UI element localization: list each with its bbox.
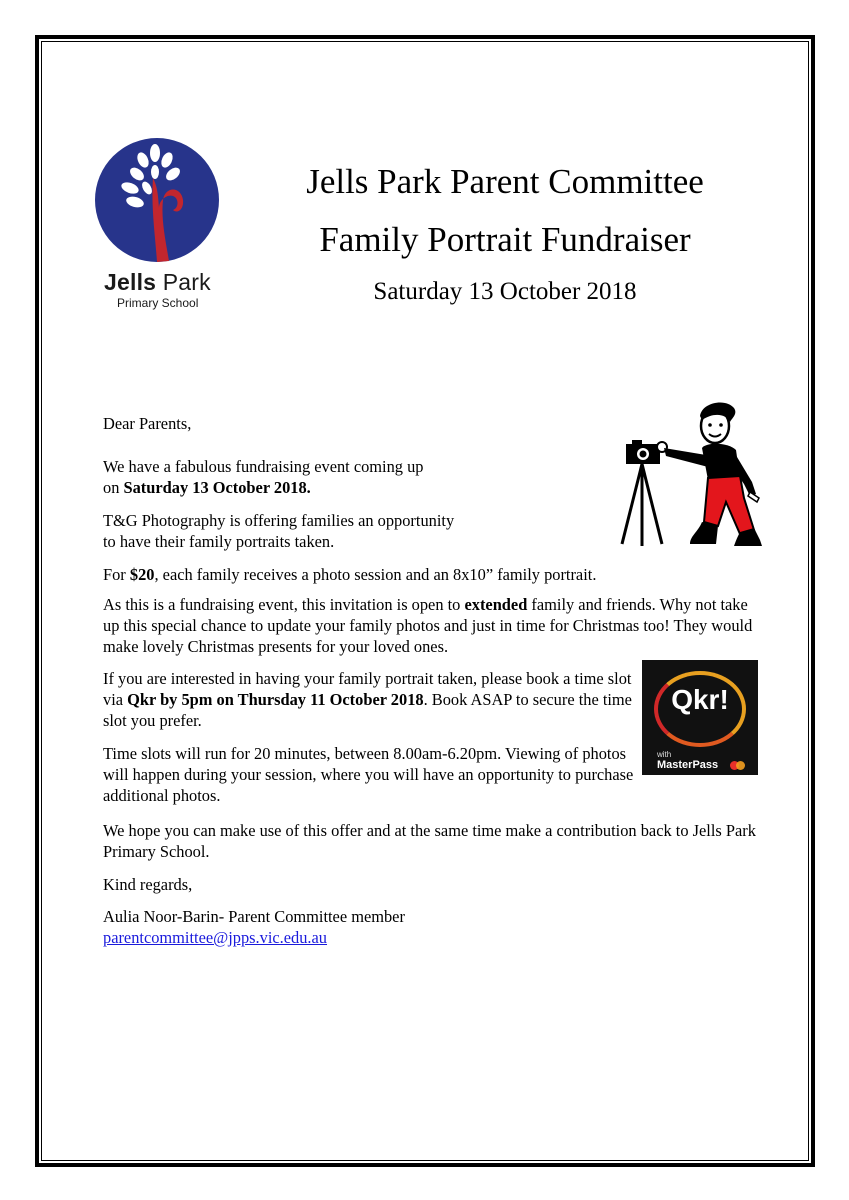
signature-block: [103, 906, 763, 948]
price-prefix: For: [103, 565, 130, 584]
event-paragraph: [103, 456, 763, 498]
qkr-with-text: with: [657, 750, 672, 759]
signature-text: Aulia Noor-Barin- Parent Committee member: [103, 907, 405, 926]
booking-prefix: If you are interested in having your family portrait taken, please book a time slot via: [103, 669, 632, 709]
qkr-wordmark: Qkr!: [671, 684, 729, 715]
event-text-prefix: on: [103, 478, 124, 497]
school-logo: [92, 138, 220, 313]
price-amount: $20: [129, 565, 155, 584]
page-title: Jells Park Parent Committee: [306, 162, 704, 201]
event-date-heading: Saturday 13 October 2018: [373, 278, 637, 305]
booking-suffix: . Book ASAP to secure the time slot you prefer.: [103, 690, 632, 730]
extended-bold: extended: [464, 595, 528, 614]
extended-suffix: family and friends. Why not take up this special chance to update your family photos and just in time for Christmas too! They would make lovely Christmas presents for your loved ones.: [103, 595, 753, 656]
photography-line-2: to have their family portraits taken.: [103, 532, 335, 551]
booking-deadline-bold: Qkr by 5pm on Thursday 11 October 2018: [127, 690, 424, 709]
timeslots-paragraph: [103, 743, 643, 806]
photography-paragraph: [103, 510, 763, 552]
event-text-line-1: We have a fabulous fundraising event coming up: [103, 457, 424, 476]
photography-line-1: T&G Photography is offering families an opportunity: [103, 511, 455, 530]
school-name-regular: Park: [162, 269, 211, 295]
regards-text: Kind regards,: [103, 875, 193, 894]
masterpass-text: MasterPass: [657, 759, 719, 771]
extended-prefix: As this is a fundraising event, this invitation is open to: [103, 595, 465, 614]
greeting-text: Dear Parents,: [103, 414, 192, 433]
school-subtitle: Primary School: [117, 296, 199, 310]
regards: [103, 874, 763, 895]
timeslots-text: Time slots will run for 20 minutes, between 8.00am-6.20pm. Viewing of photos will happen during your session, where you will have an opportunity to purchase additional photos.: [103, 744, 634, 805]
closing-paragraph: [103, 820, 763, 862]
closing-text: We hope you can make use of this offer and at the same time make a contribution back to Jells Park Primary School.: [103, 821, 756, 861]
school-name-bold: Jells: [104, 269, 157, 295]
event-date-bold: Saturday 13 October 2018.: [123, 478, 311, 497]
booking-paragraph: [103, 668, 643, 731]
mastercard-orange-circle-icon: [736, 761, 745, 770]
qkr-masterpass-badge: [642, 660, 758, 775]
school-name: [104, 269, 211, 296]
tree-logo-icon: [95, 138, 220, 263]
page-subtitle: Family Portrait Fundraiser: [319, 220, 691, 259]
price-paragraph: [103, 564, 763, 585]
price-suffix: , each family receives a photo session and an 8x10” family portrait.: [154, 565, 597, 584]
email-link[interactable]: parentcommittee@jpps.vic.edu.au: [103, 928, 328, 947]
extended-family-paragraph: [103, 594, 763, 657]
greeting: [103, 413, 763, 434]
